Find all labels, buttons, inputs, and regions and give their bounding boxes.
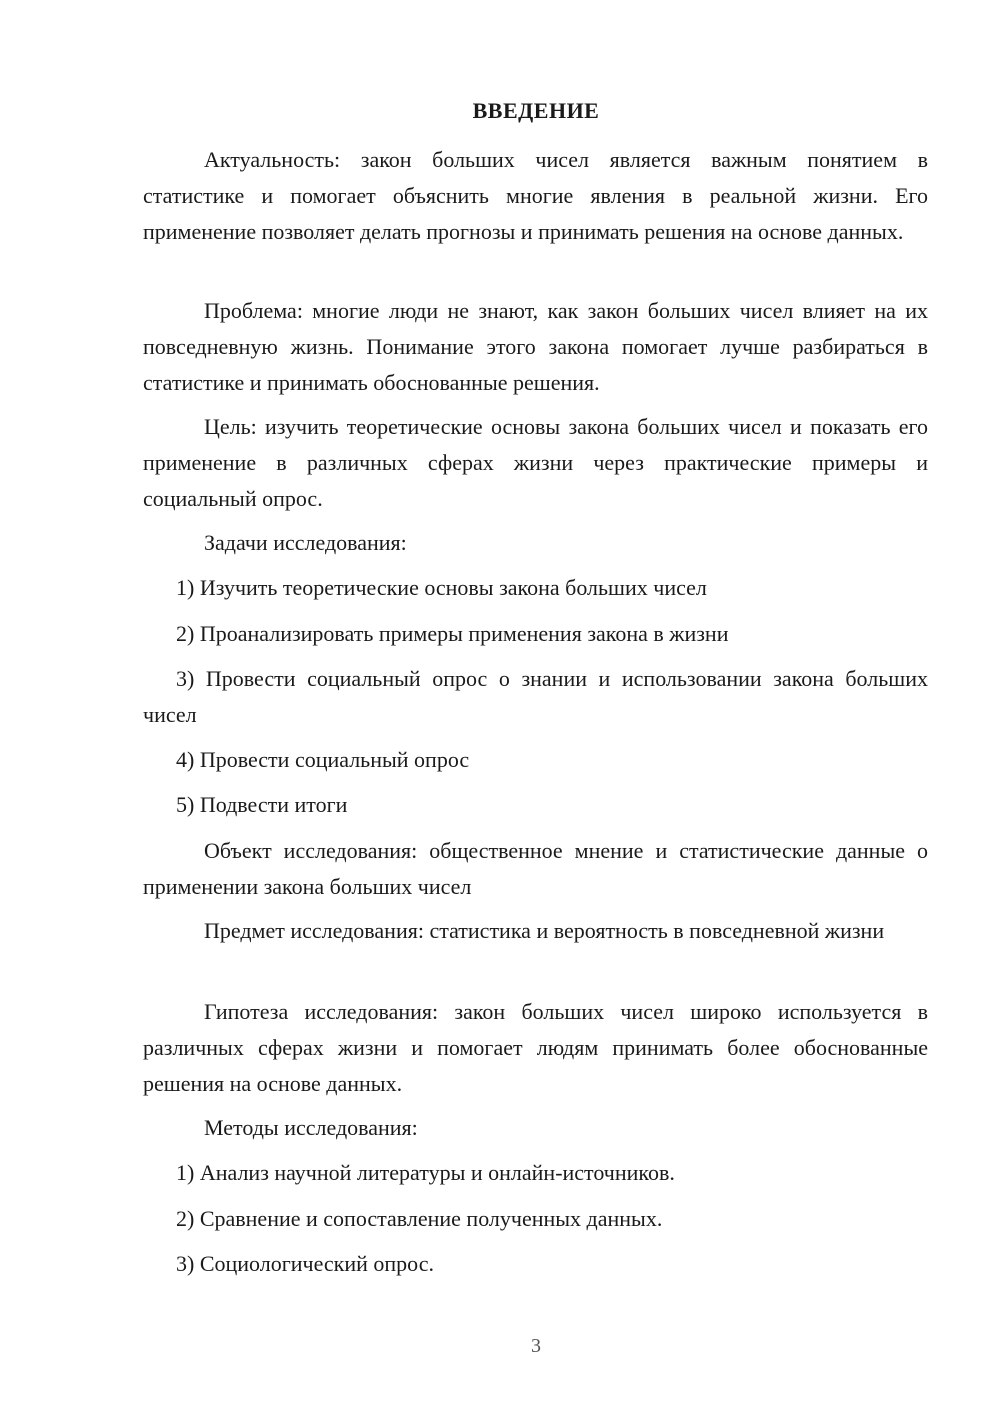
list-item-method-2: 2) Сравнение и сопоставление полученных данных. [176, 1206, 663, 1231]
list-item-task-1: 1) Изучить теоретические основы закона больших чисел [176, 575, 707, 600]
paragraph-subject: Предмет исследования: статистика и вероятность в повседневной жизни [204, 918, 885, 943]
paragraph-relevance: Актуальность: закон больших чисел является важным понятием в статистике и помогает объяснить многие явления в реальной жизни. Его применение позволяет делать прогнозы и принимать решения на основе данных. [143, 147, 928, 244]
list-item-method-3: 3) Социологический опрос. [176, 1251, 434, 1276]
paragraph-goal: Цель: изучить теоретические основы закона больших чисел и показать его применение в различных сферах жизни через практические примеры и социальный опрос. [143, 414, 928, 511]
list-item-task-2: 2) Проанализировать примеры применения закона в жизни [176, 621, 729, 646]
section-title: ВВЕДЕНИЕ [472, 98, 600, 123]
paragraph-tasks-heading: Задачи исследования: [204, 530, 407, 555]
paragraph-methods-heading: Методы исследования: [204, 1115, 418, 1140]
paragraph-problem: Проблема: многие люди не знают, как закон больших чисел влияет на их повседневную жизнь. Понимание этого закона помогает лучше разбираться в статистике и принимать обоснованные решения. [143, 298, 928, 395]
list-item-method-1: 1) Анализ научной литературы и онлайн-источников. [176, 1160, 675, 1185]
list-item-task-4: 4) Провести социальный опрос [176, 747, 470, 772]
paragraph-hypothesis: Гипотеза исследования: закон больших чисел широко используется в различных сферах жизни и помогает людям принимать более обоснованные решения на основе данных. [143, 999, 928, 1096]
page-number: 3 [531, 1335, 541, 1357]
paragraph-object: Объект исследования: общественное мнение и статистические данные о применении закона больших чисел [143, 838, 928, 899]
list-item-task-5: 5) Подвести итоги [176, 792, 348, 817]
list-item-task-3: 3) Провести социальный опрос о знании и использовании закона больших чисел [143, 666, 928, 727]
